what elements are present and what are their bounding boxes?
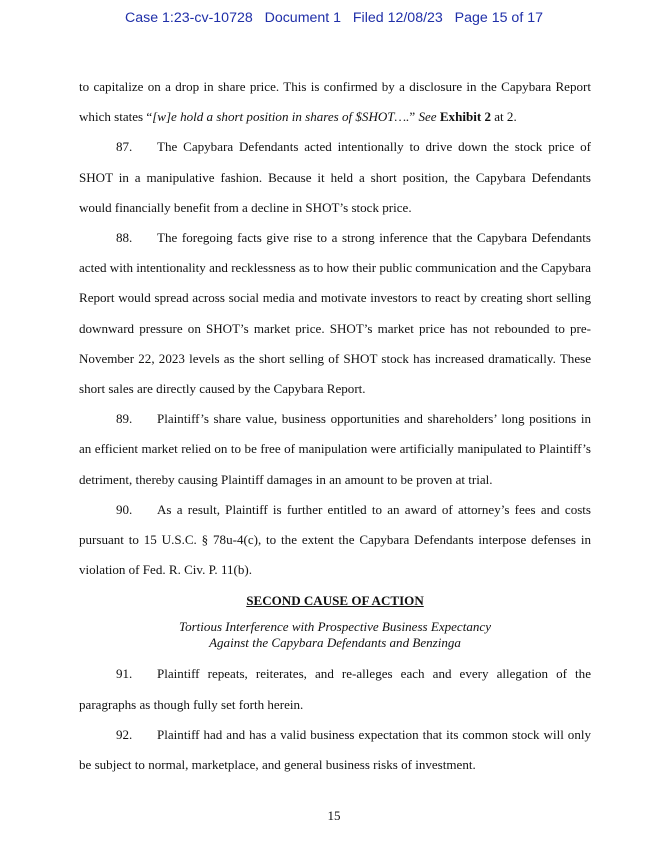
paragraph-text: The foregoing facts give rise to a strong inference that the Capybara Defendants acted with intentionality and recklessness as to how their public communication and the Capybara Report would spread across social media and motivate investors to react by creating short selling downward pressure on SHOT’s market price. SHOT’s market price has not rebounded to pre-November 22, 2023 levels as the short selling of SHOT stock has increased dramatically. These short sales are directly caused by the Capybara Report. xyxy=(79,230,591,397)
section-subtitle-line-1: Tortious Interference with Prospective Business Expectancy xyxy=(179,619,491,635)
section-heading: SECOND CAUSE OF ACTION xyxy=(246,593,424,609)
paragraph-87 xyxy=(79,132,591,223)
paragraph-90 xyxy=(79,495,591,586)
paragraph-text: Plaintiff had and has a valid business expectation that its common stock will only be subject to normal, marketplace, and general business risks of investment. xyxy=(79,726,591,773)
continuation-text-1: to capitalize on a drop in share price. This is confirmed by a disclosure in the Capybara Report which states “ xyxy=(79,79,591,125)
paragraph-text: The Capybara Defendants acted intentionally to drive down the stock price of SHOT in a manipulative fashion. Because it held a short position, the Capybara Defendants would financially benefit from a decline in SHOT’s stock price. xyxy=(79,139,591,215)
paragraph-text: Plaintiff repeats, reiterates, and re-alleges each and every allegation of the paragraphs as though fully set forth herein. xyxy=(79,666,591,712)
continuation-paragraph xyxy=(79,72,591,132)
continuation-text-2: ” xyxy=(409,109,419,125)
paragraph-number: 89. xyxy=(116,411,133,427)
section-subtitle xyxy=(79,619,591,650)
paragraph-number: 91. xyxy=(116,666,133,682)
case-header: Case 1:23-cv-10728 Document 1 Filed 12/08/23 Page 15 of 17 xyxy=(124,10,543,26)
continuation-text-4: at 2. xyxy=(490,109,517,125)
document-body xyxy=(79,72,591,780)
paragraph-number: 88. xyxy=(116,230,133,246)
paragraph-91 xyxy=(79,659,591,719)
paragraph-88 xyxy=(79,223,591,404)
section-subtitle-line-2: Against the Capybara Defendants and Benzinga xyxy=(209,634,461,650)
paragraph-text: As a result, Plaintiff is further entitled to an award of attorney’s fees and costs pursuant to 15 U.S.C. § 78u-4(c), to the extent the Capybara Defendants interpose defenses in violation of Fed. R. Civ. P. 11(b). xyxy=(79,501,591,578)
exhibit-reference: Exhibit 2 xyxy=(439,109,491,125)
paragraph-89 xyxy=(79,404,591,495)
page-number: 15 xyxy=(327,808,341,823)
paragraph-number: 90. xyxy=(116,501,133,517)
short-position-quote: [w]e hold a short position in shares of $SHOT…. xyxy=(152,109,410,125)
paragraph-number: 87. xyxy=(116,139,133,155)
paragraph-number: 92. xyxy=(116,726,133,742)
paragraph-92 xyxy=(79,720,591,780)
paragraph-text: Plaintiff’s share value, business opportunities and shareholders’ long positions in an efficient market relied on to be free of manipulation were artificially manipulated to Plaintiff’s detriment, thereby causing Plaintiff damages in an amount to be proven at trial. xyxy=(79,411,591,487)
see-signal: See xyxy=(418,109,437,125)
